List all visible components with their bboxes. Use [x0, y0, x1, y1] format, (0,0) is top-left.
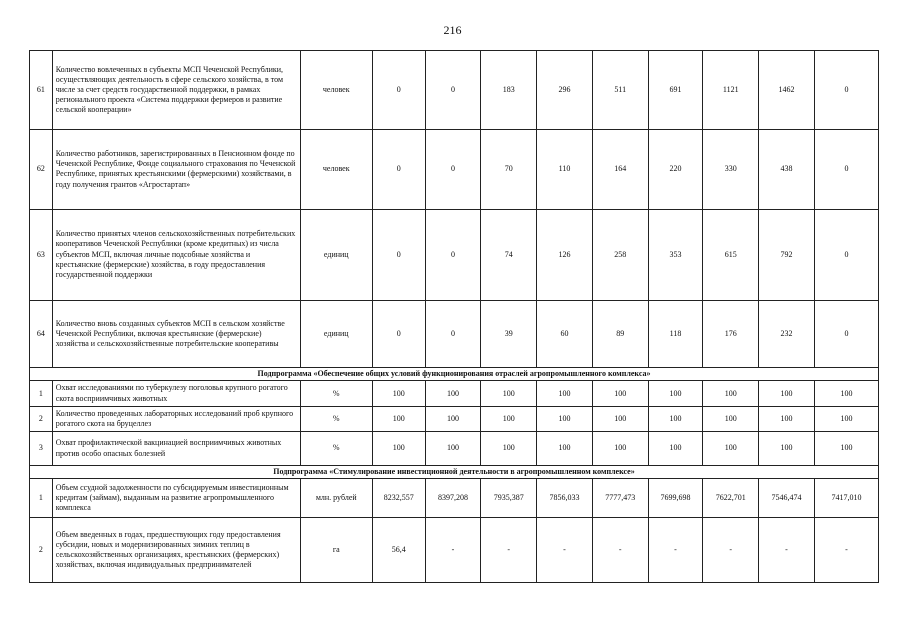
indicator-description: Количество вновь созданных субъектов МСП в сельском хозяйстве Чеченской Республики, включая крестьянские (фермерские) хозяйства и сельскохозяйственные потребительские кооперативы: [52, 301, 300, 368]
table-row: [30, 406, 879, 431]
value-cell: 0: [372, 301, 425, 368]
value-cell: 100: [814, 406, 878, 431]
value-cell: -: [537, 517, 593, 582]
section-header-row: [30, 465, 879, 478]
value-cell: 100: [648, 381, 703, 406]
value-cell: 0: [425, 51, 481, 130]
value-cell: 100: [703, 406, 759, 431]
row-number: 62: [30, 130, 53, 209]
table-row: [30, 381, 879, 406]
indicator-description: Охват исследованиями по туберкулезу поголовья крупного рогатого скота восприимчивых животных: [52, 381, 300, 406]
unit-cell: %: [300, 432, 372, 466]
value-cell: 100: [592, 432, 648, 466]
value-cell: 7546,474: [759, 479, 815, 518]
indicator-description: Количество работников, зарегистрированных в Пенсионном фонде по Чеченской Республике, Фонде социального страхования по Чеченской Республике, принятых крестьянскими (фермерскими) хозяйствами, в году получения грантов «Агростартап»: [52, 130, 300, 209]
table-row: [30, 517, 879, 582]
value-cell: 0: [814, 130, 878, 209]
value-cell: 56,4: [372, 517, 425, 582]
value-cell: 100: [425, 381, 481, 406]
value-cell: 0: [372, 51, 425, 130]
value-cell: 176: [703, 301, 759, 368]
value-cell: 0: [814, 51, 878, 130]
row-number: 63: [30, 209, 53, 300]
value-cell: 511: [592, 51, 648, 130]
unit-cell: единиц: [300, 301, 372, 368]
value-cell: 1121: [703, 51, 759, 130]
value-cell: -: [703, 517, 759, 582]
page-number: 216: [443, 23, 462, 37]
value-cell: 100: [425, 432, 481, 466]
value-cell: 100: [814, 432, 878, 466]
value-cell: 89: [592, 301, 648, 368]
value-cell: 100: [703, 381, 759, 406]
unit-cell: человек: [300, 130, 372, 209]
value-cell: 691: [648, 51, 703, 130]
value-cell: 74: [481, 209, 537, 300]
value-cell: 0: [425, 209, 481, 300]
row-number: 2: [30, 517, 53, 582]
value-cell: 0: [814, 209, 878, 300]
value-cell: 100: [592, 381, 648, 406]
value-cell: -: [425, 517, 481, 582]
value-cell: 100: [481, 406, 537, 431]
unit-cell: единиц: [300, 209, 372, 300]
indicator-description: Количество принятых членов сельскохозяйственных потребительских кооперативов Чеченской Республики (кроме кредитных) из числа субъектов МСП, включая личные подсобные хозяйства и крестьянские (фермерские) хозяйства, в году предоставления государственной поддержки: [52, 209, 300, 300]
value-cell: -: [814, 517, 878, 582]
indicator-description: Объем ссудной задолженности по субсидируемым инвестиционным кредитам (займам), выданным на развитие агропромышленного комплекса: [52, 479, 300, 518]
value-cell: 7856,033: [537, 479, 593, 518]
value-cell: 220: [648, 130, 703, 209]
subprogram-title: Подпрограмма «Обеспечение общих условий функционирования отраслей агропромышленного комплекса»: [30, 368, 879, 381]
unit-cell: га: [300, 517, 372, 582]
value-cell: 330: [703, 130, 759, 209]
table-row: [30, 130, 879, 209]
row-number: 2: [30, 406, 53, 431]
value-cell: 60: [537, 301, 593, 368]
value-cell: 7622,701: [703, 479, 759, 518]
value-cell: 70: [481, 130, 537, 209]
value-cell: 100: [425, 406, 481, 431]
table-row: [30, 301, 879, 368]
unit-cell: %: [300, 406, 372, 431]
value-cell: 258: [592, 209, 648, 300]
value-cell: 438: [759, 130, 815, 209]
value-cell: 0: [814, 301, 878, 368]
value-cell: 100: [481, 381, 537, 406]
value-cell: -: [592, 517, 648, 582]
value-cell: 39: [481, 301, 537, 368]
value-cell: 7417,010: [814, 479, 878, 518]
indicator-description: Объем введенных в годах, предшествующих году предоставления субсидии, новых и модернизированных зимних теплиц в сельскохозяйственных организациях, крестьянских (фермерских) хозяйствах, включая индивидуальных предпринимателей: [52, 517, 300, 582]
value-cell: 100: [648, 432, 703, 466]
indicator-description: Охват профилактической вакцинацией восприимчивых животных против особо опасных болезней: [52, 432, 300, 466]
value-cell: 100: [759, 432, 815, 466]
value-cell: 0: [372, 209, 425, 300]
value-cell: 0: [425, 130, 481, 209]
value-cell: 0: [372, 130, 425, 209]
value-cell: 100: [372, 406, 425, 431]
value-cell: 232: [759, 301, 815, 368]
value-cell: 0: [425, 301, 481, 368]
value-cell: 100: [759, 406, 815, 431]
value-cell: 792: [759, 209, 815, 300]
table-row: [30, 479, 879, 518]
table-row: [30, 432, 879, 466]
value-cell: 164: [592, 130, 648, 209]
value-cell: 118: [648, 301, 703, 368]
value-cell: 126: [537, 209, 593, 300]
value-cell: 8397,208: [425, 479, 481, 518]
value-cell: 100: [537, 381, 593, 406]
value-cell: 110: [537, 130, 593, 209]
value-cell: 1462: [759, 51, 815, 130]
value-cell: 8232,557: [372, 479, 425, 518]
value-cell: 100: [372, 381, 425, 406]
indicator-description: Количество вовлеченных в субъекты МСП Чеченской Республики, осуществляющих деятельность в сфере сельского хозяйства, в том числе за счет средств государственной поддержки, в рамках регионального проекта «Система поддержки фермеров и развитие сельской кооперации»: [52, 51, 300, 130]
value-cell: 296: [537, 51, 593, 130]
section-header-row: [30, 368, 879, 381]
value-cell: 100: [592, 406, 648, 431]
unit-cell: человек: [300, 51, 372, 130]
subprogram-title: Подпрограмма «Стимулирование инвестиционной деятельности в агропромышленном комплексе»: [30, 465, 879, 478]
value-cell: 615: [703, 209, 759, 300]
value-cell: -: [481, 517, 537, 582]
unit-cell: %: [300, 381, 372, 406]
row-number: 64: [30, 301, 53, 368]
value-cell: -: [648, 517, 703, 582]
value-cell: 100: [372, 432, 425, 466]
row-number: 1: [30, 479, 53, 518]
row-number: 1: [30, 381, 53, 406]
indicator-description: Количество проведенных лабораторных исследований проб крупного рогатого скота на бруцеллез: [52, 406, 300, 431]
value-cell: 7935,387: [481, 479, 537, 518]
value-cell: -: [759, 517, 815, 582]
value-cell: 100: [759, 381, 815, 406]
value-cell: 100: [537, 432, 593, 466]
value-cell: 100: [703, 432, 759, 466]
row-number: 3: [30, 432, 53, 466]
value-cell: 100: [481, 432, 537, 466]
table-row: [30, 209, 879, 300]
value-cell: 100: [537, 406, 593, 431]
value-cell: 100: [648, 406, 703, 431]
value-cell: 7777,473: [592, 479, 648, 518]
indicators-table: [29, 50, 879, 583]
value-cell: 100: [814, 381, 878, 406]
value-cell: 183: [481, 51, 537, 130]
unit-cell: млн. рублей: [300, 479, 372, 518]
value-cell: 7699,698: [648, 479, 703, 518]
value-cell: 353: [648, 209, 703, 300]
row-number: 61: [30, 51, 53, 130]
table-row: [30, 51, 879, 130]
